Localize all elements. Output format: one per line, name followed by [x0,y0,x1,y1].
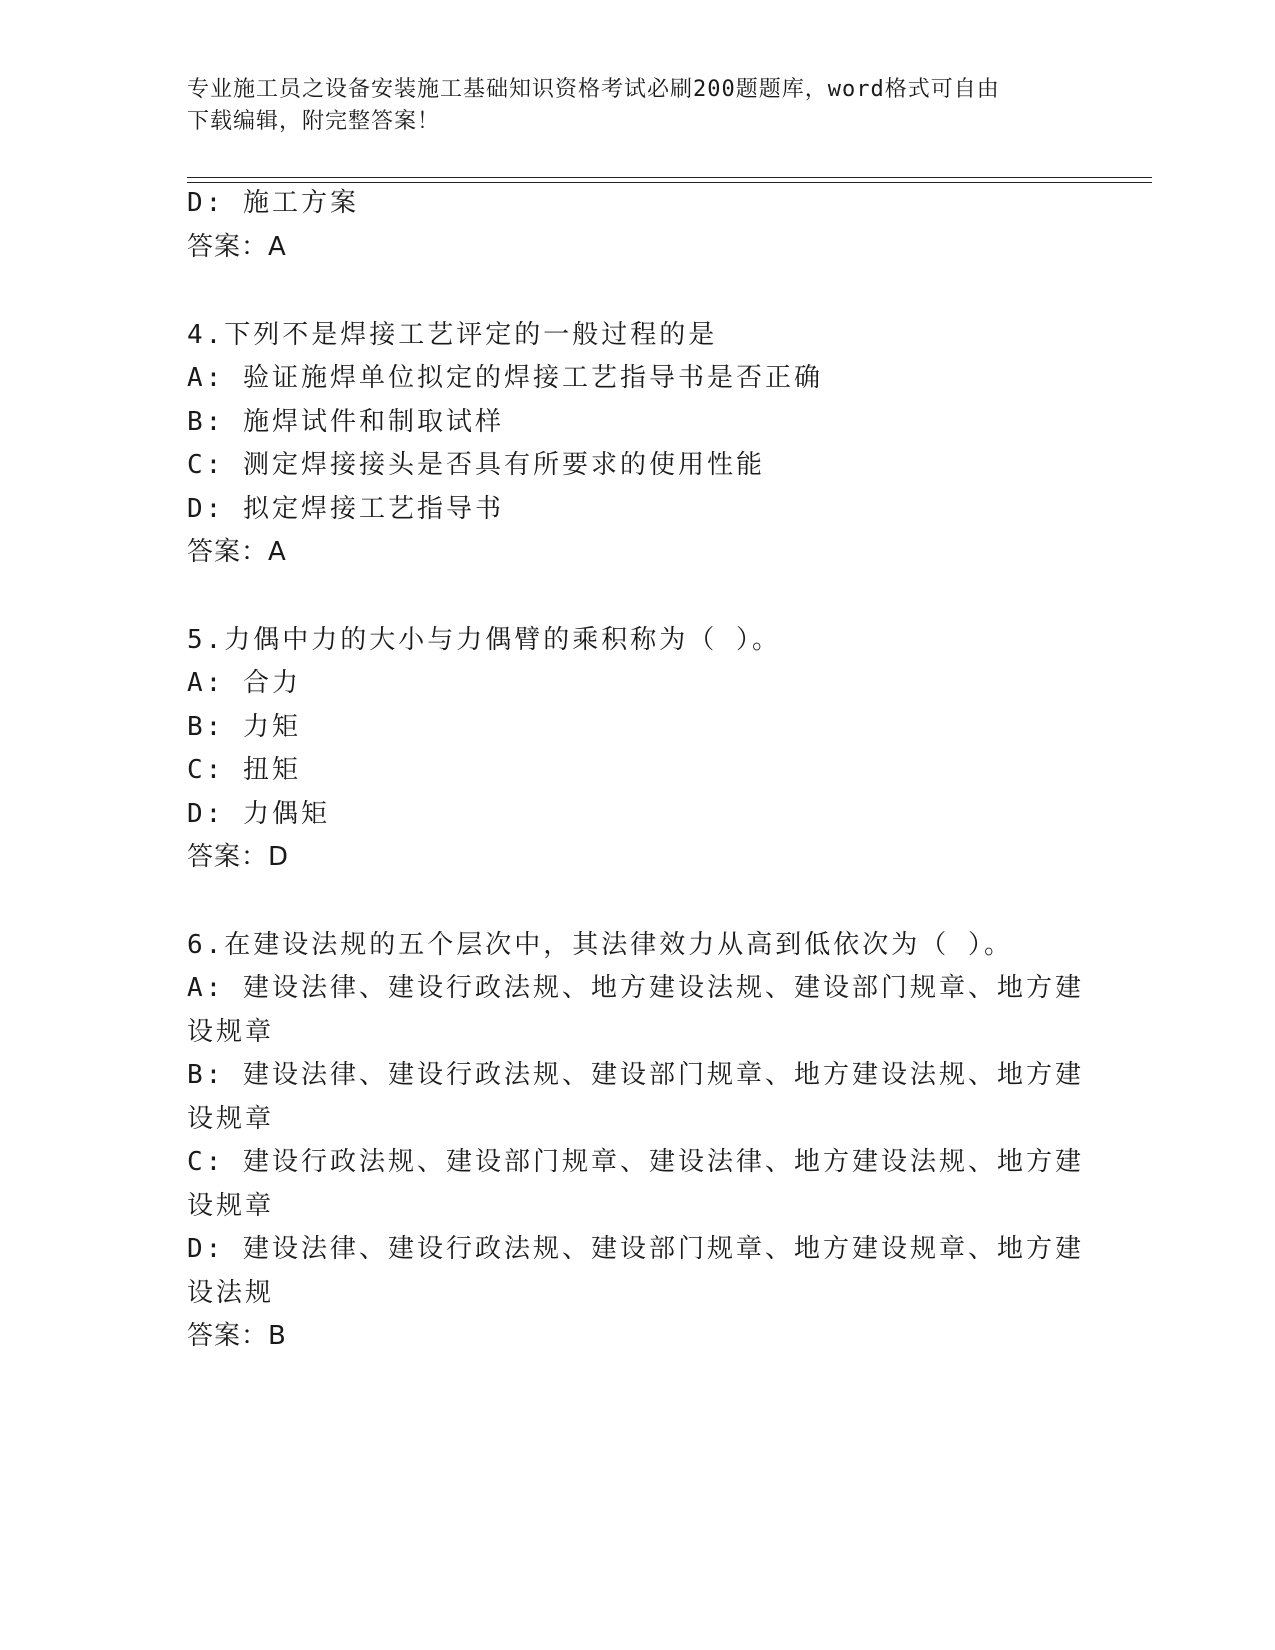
q6-option-a-line-2: 设规章 [187,1017,275,1047]
q6-option-b-line-1: B: 建设法律、建设行政法规、建设部门规章、地方建设法规、地方建 [187,1060,1084,1090]
header-divider-top [187,177,1152,178]
q4-option-b: B: 施焊试件和制取试样 [187,407,504,437]
q3-option-d: D: 施工方案 [187,188,359,218]
q4-answer: 答案：A [187,537,287,567]
q6-option-c-line-2: 设规章 [187,1191,275,1221]
q4-option-a: A: 验证施焊单位拟定的焊接工艺指导书是否正确 [187,363,823,393]
q5-option-c: C: 扭矩 [187,755,301,785]
q4-option-d: D: 拟定焊接工艺指导书 [187,494,504,524]
q6-option-a-line-1: A: 建设法律、建设行政法规、地方建设法规、建设部门规章、地方建 [187,973,1084,1003]
header-title-line-1: 专业施工员之设备安装施工基础知识资格考试必刷200题题库，word格式可自由 [187,77,1000,102]
q6-question: 6.在建设法规的五个层次中，其法律效力从高到低依次为（ ）。 [187,930,1013,960]
q4-question: 4.下列不是焊接工艺评定的一般过程的是 [187,320,718,350]
q6-option-c-line-1: C: 建设行政法规、建设部门规章、建设法律、地方建设法规、地方建 [187,1147,1084,1177]
q5-answer: 答案：D [187,842,290,872]
header-title-line-2: 下载编辑，附完整答案！ [187,109,441,134]
q4-option-c: C: 测定焊接接头是否具有所要求的使用性能 [187,450,765,480]
q5-option-d: D: 力偶矩 [187,799,330,829]
q5-question: 5.力偶中力的大小与力偶臂的乘积称为（ ）。 [187,625,781,655]
q6-option-d-line-2: 设法规 [187,1278,275,1308]
q6-option-b-line-2: 设规章 [187,1104,275,1134]
q3-answer: 答案：A [187,232,287,262]
q6-option-d-line-1: D: 建设法律、建设行政法规、建设部门规章、地方建设规章、地方建 [187,1234,1084,1264]
q5-option-a: A: 合力 [187,668,301,698]
q6-answer: 答案：B [187,1321,287,1351]
q5-option-b: B: 力矩 [187,712,301,742]
document-header [187,74,1067,138]
